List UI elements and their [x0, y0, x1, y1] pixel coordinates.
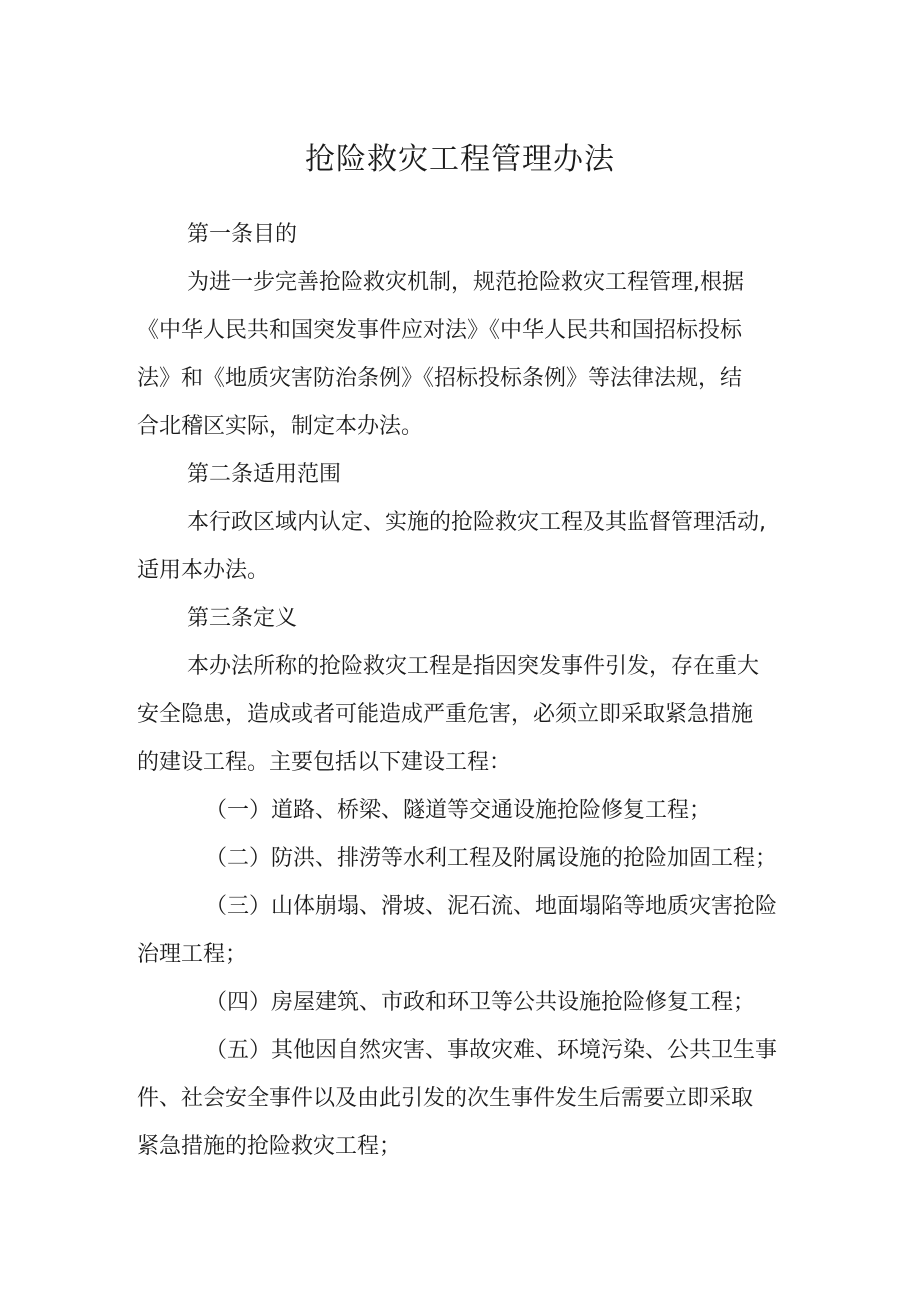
list-item-line: （三）山体崩塌、滑坡、泥石流、地面塌陷等地质灾害抢险	[205, 894, 778, 919]
list-item-line: 件、社会安全事件以及由此引发的次生事件发生后需要立即采取	[137, 1086, 754, 1111]
list-item-line: （五）其他因自然灾害、事故灾难、环境污染、公共卫生事	[205, 1038, 778, 1063]
paragraph-line: 本办法所称的抢险救灾工程是指因突发事件引发，存在重大	[187, 654, 760, 679]
section-heading-purpose: 第一条目的	[187, 222, 298, 247]
paragraph-line: 为进一步完善抢险救灾机制，规范抢险救灾工程管理,根据	[187, 270, 744, 295]
list-item-line: （一）道路、桥梁、隧道等交通设施抢险修复工程；	[205, 798, 712, 823]
section-heading-definition: 第三条定义	[187, 606, 298, 631]
list-item-line: （二）防洪、排涝等水利工程及附属设施的抢险加固工程；	[205, 846, 778, 871]
paragraph-line: 适用本办法。	[137, 558, 270, 583]
paragraph-line: 《中华人民共和国突发事件应对法》《中华人民共和国招标投标	[137, 318, 743, 343]
paragraph-line: 合北稽区实际，制定本办法。	[137, 414, 424, 439]
list-item-line: （四）房屋建筑、市政和环卫等公共设施抢险修复工程；	[205, 990, 756, 1015]
list-item-line: 紧急措施的抢险救灾工程；	[137, 1134, 402, 1159]
document-title: 抢险救灾工程管理办法	[305, 142, 615, 177]
paragraph-line: 的建设工程。主要包括以下建设工程：	[137, 750, 512, 775]
paragraph-line: 法》和《地质灾害防治条例》《招标投标条例》等法律法规，结	[137, 366, 743, 391]
section-heading-scope: 第二条适用范围	[187, 462, 342, 487]
list-item-line: 治理工程；	[137, 942, 248, 967]
paragraph-line: 安全隐患，造成或者可能造成严重危害，必须立即采取紧急措施	[137, 702, 754, 727]
paragraph-line: 本行政区域内认定、实施的抢险救灾工程及其监督管理活动,	[187, 510, 766, 535]
